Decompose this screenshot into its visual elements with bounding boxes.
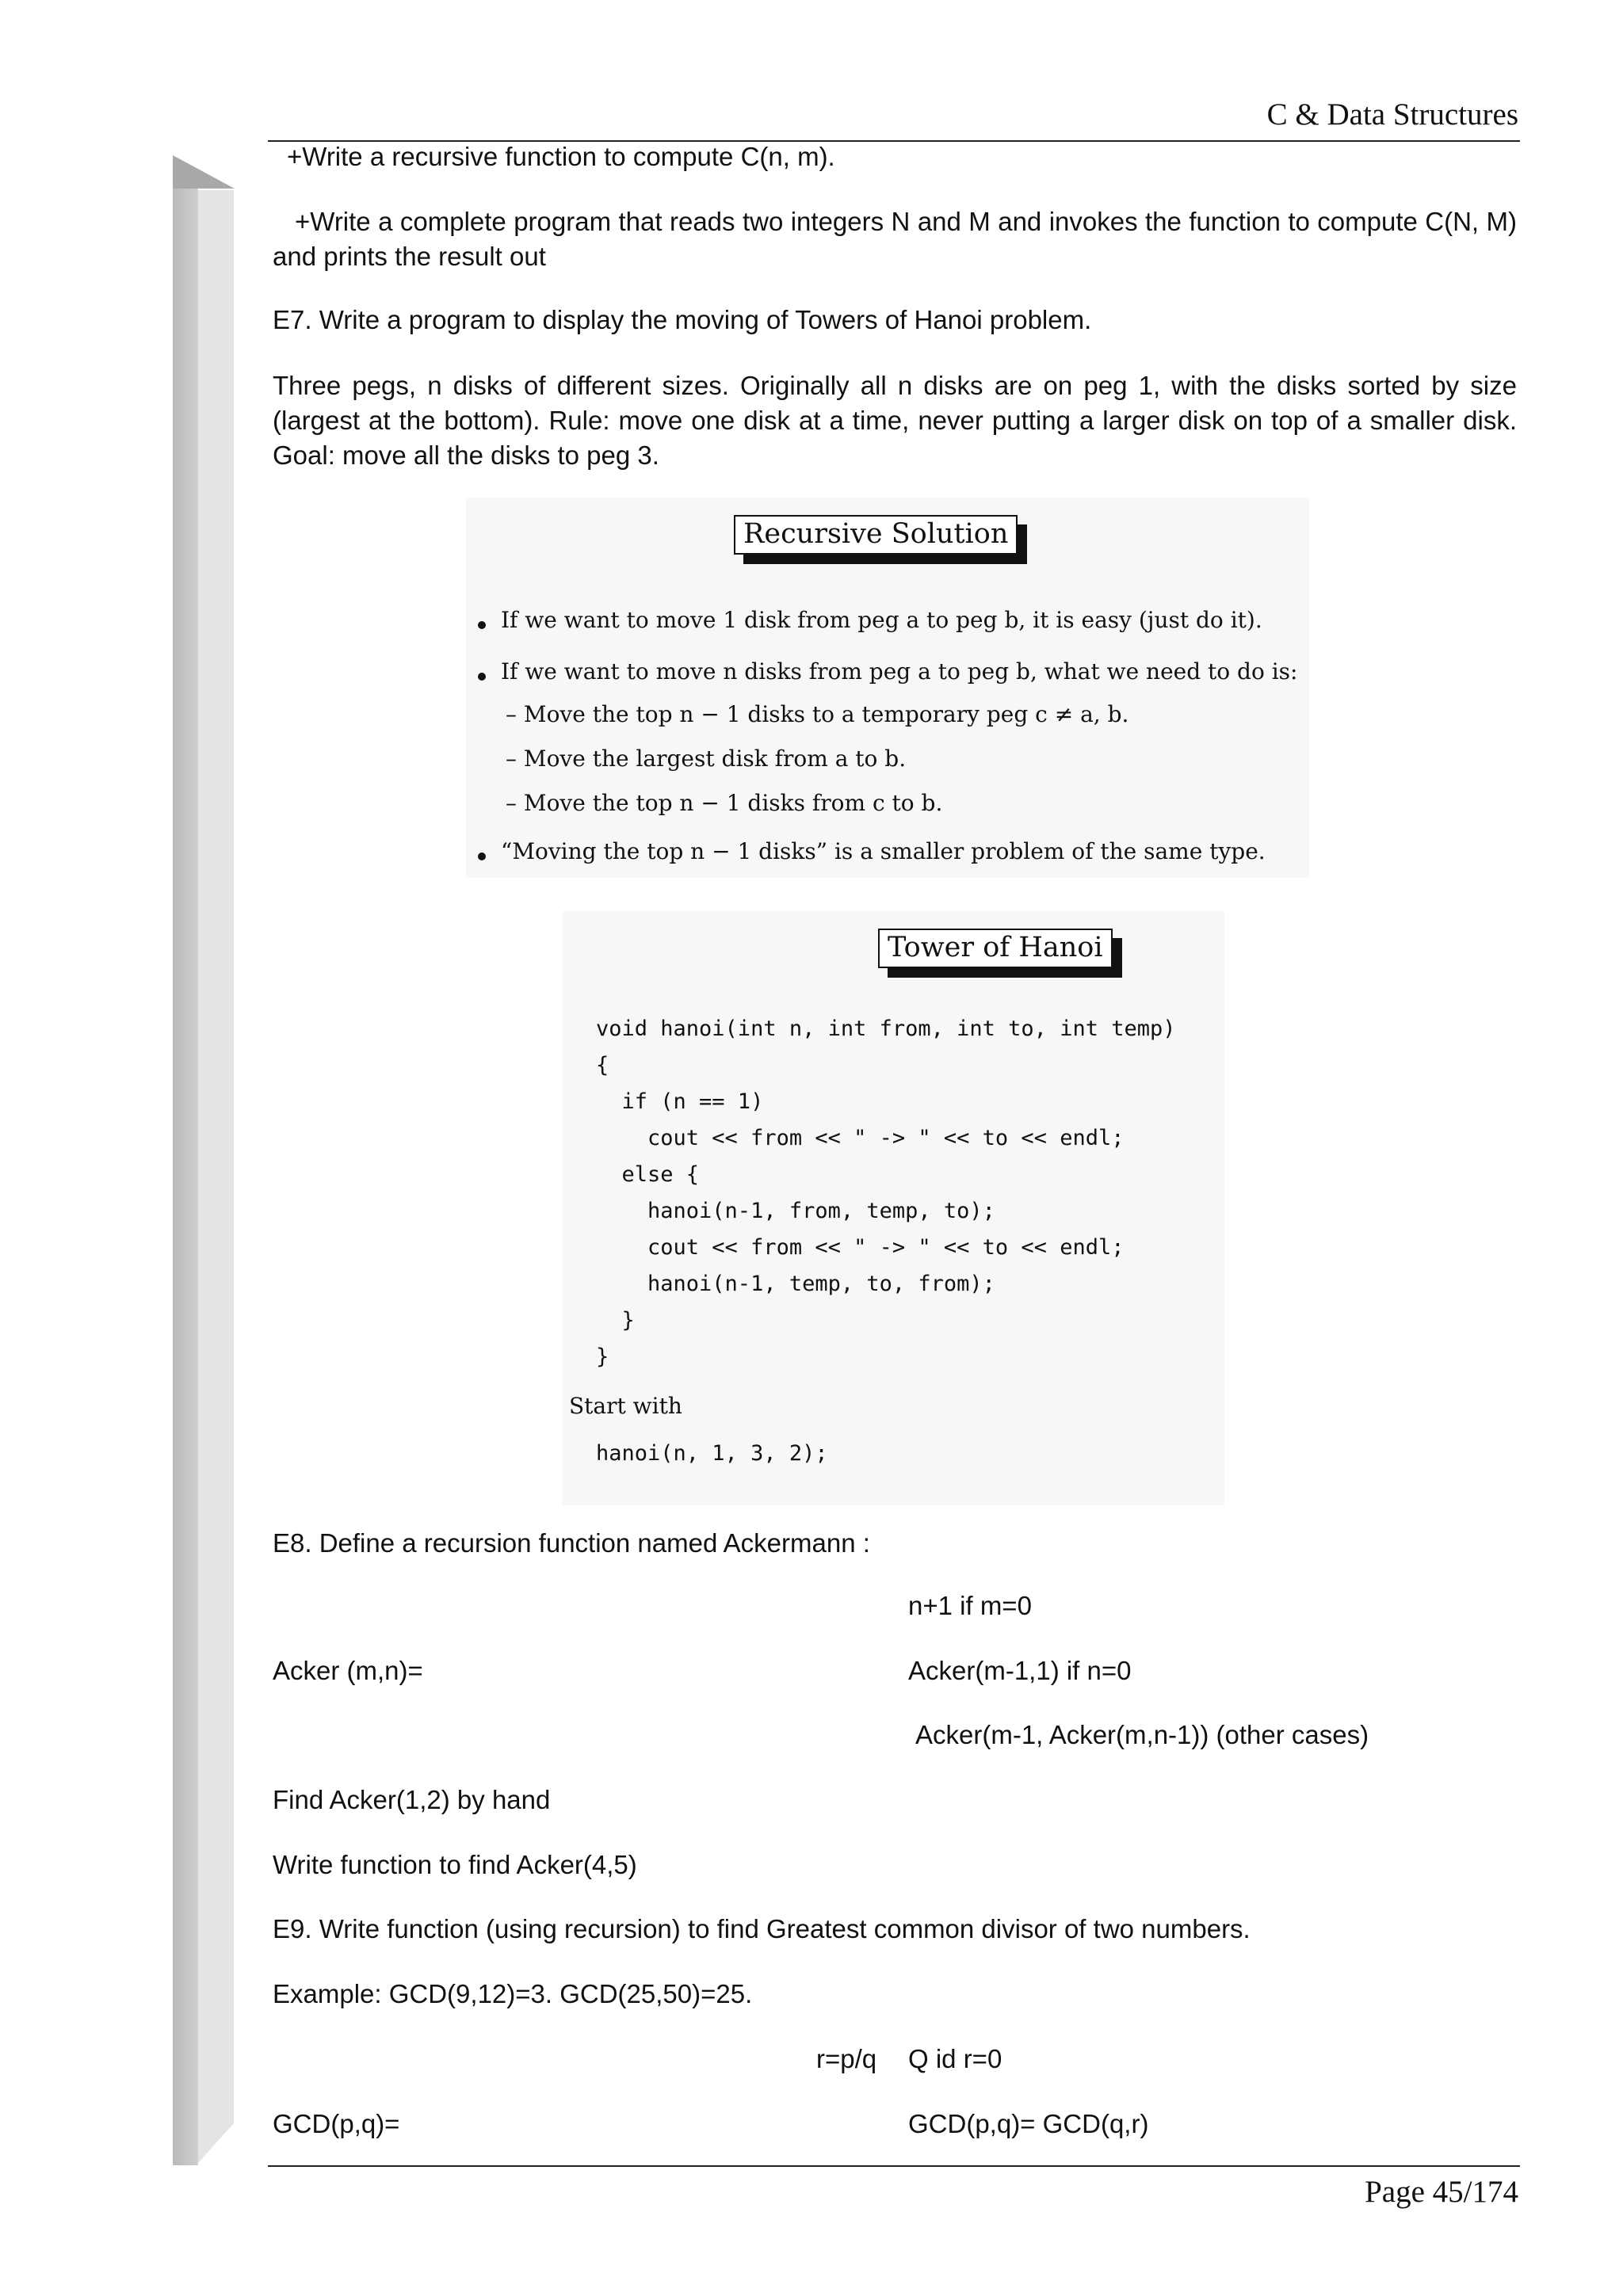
bullet-1: If we want to move 1 disk from peg a to peg b, it is easy (just do it). [501,607,1262,633]
e9-lhs: GCD(p,q)= [273,2109,400,2138]
e8-lhs: Acker (m,n)= [273,1656,423,1685]
e9-case-2: GCD(p,q)= GCD(q,r) [908,2109,1149,2138]
e8-task-1: Find Acker(1,2) by hand [273,1785,551,1814]
side-bar-bottom [198,2123,234,2163]
e7-title: E7. Write a program to display the moving of Towers of Hanoi problem. [273,305,1092,334]
bullet-icon [478,852,486,860]
sub-bullet-1: – Move the top n − 1 disks to a temporary peg c ≠ a, b. [506,701,1129,727]
side-bar-face [198,190,234,2123]
footer-rule [268,2165,1520,2167]
sub-bullet-2: – Move the largest disk from a to b. [506,746,907,772]
page-number: Page 45/174 [1365,2175,1518,2209]
e7-description: Three pegs, n disks of different sizes. Originally all n disks are on peg 1, with the disks sorted by size (largest at the bottom). Rule: move one disk at a time, never putting a larger disk on top of a smaller disk. Goal: move all the disks to peg 3. [273,371,1517,470]
e9-r-definition: r=p/q [816,2044,877,2073]
e8-task-2: Write function to find Acker(4,5) [273,1850,637,1879]
figure-title: Recursive Solution [734,515,1018,555]
tower-of-hanoi-figure [563,911,1224,1505]
side-bar-cap [173,155,235,189]
recursive-solution-figure [466,498,1309,878]
intro-line-2: +Write a complete program that reads two integers N and M and invokes the function to compute C(N, M) and prints the result out [273,207,1517,271]
sub-bullet-3: – Move the top n − 1 disks from c to b. [506,790,943,816]
bullet-icon [478,621,486,629]
bullet-icon [478,673,486,681]
e9-case-1: Q id r=0 [908,2044,1002,2073]
e8-case-3: Acker(m-1, Acker(m,n-1)) (other cases) [915,1720,1369,1749]
e9-title: E9. Write function (using recursion) to find Greatest common divisor of two numbers. [273,1914,1251,1943]
e8-case-2: Acker(m-1,1) if n=0 [908,1656,1132,1685]
start-label: Start with [569,1393,682,1419]
side-bar [173,189,198,2165]
bullet-3: “Moving the top n − 1 disks” is a smaller problem of the same type. [501,838,1266,864]
bullet-2: If we want to move n disks from peg a to peg b, what we need to do is: [501,658,1298,685]
e8-title: E8. Define a recursion function named Ackermann : [273,1528,870,1558]
figure-title: Tower of Hanoi [878,929,1113,968]
e9-example: Example: GCD(9,12)=3. GCD(25,50)=25. [273,1979,753,2008]
header-title: C & Data Structures [1266,97,1518,132]
hanoi-code: void hanoi(int n, int from, int to, int temp) { if (n == 1) cout << from << " -> " << to << endl; else { hanoi(n-1, from, temp, to); cout << from << " -> " << to << endl; hanoi(n-1, temp, to, from); } } [596,1016,1176,1369]
intro-line-1: +Write a recursive function to compute C(n, m). [287,142,835,171]
e8-case-1: n+1 if m=0 [908,1591,1032,1620]
start-code: hanoi(n, 1, 3, 2); [596,1441,828,1466]
